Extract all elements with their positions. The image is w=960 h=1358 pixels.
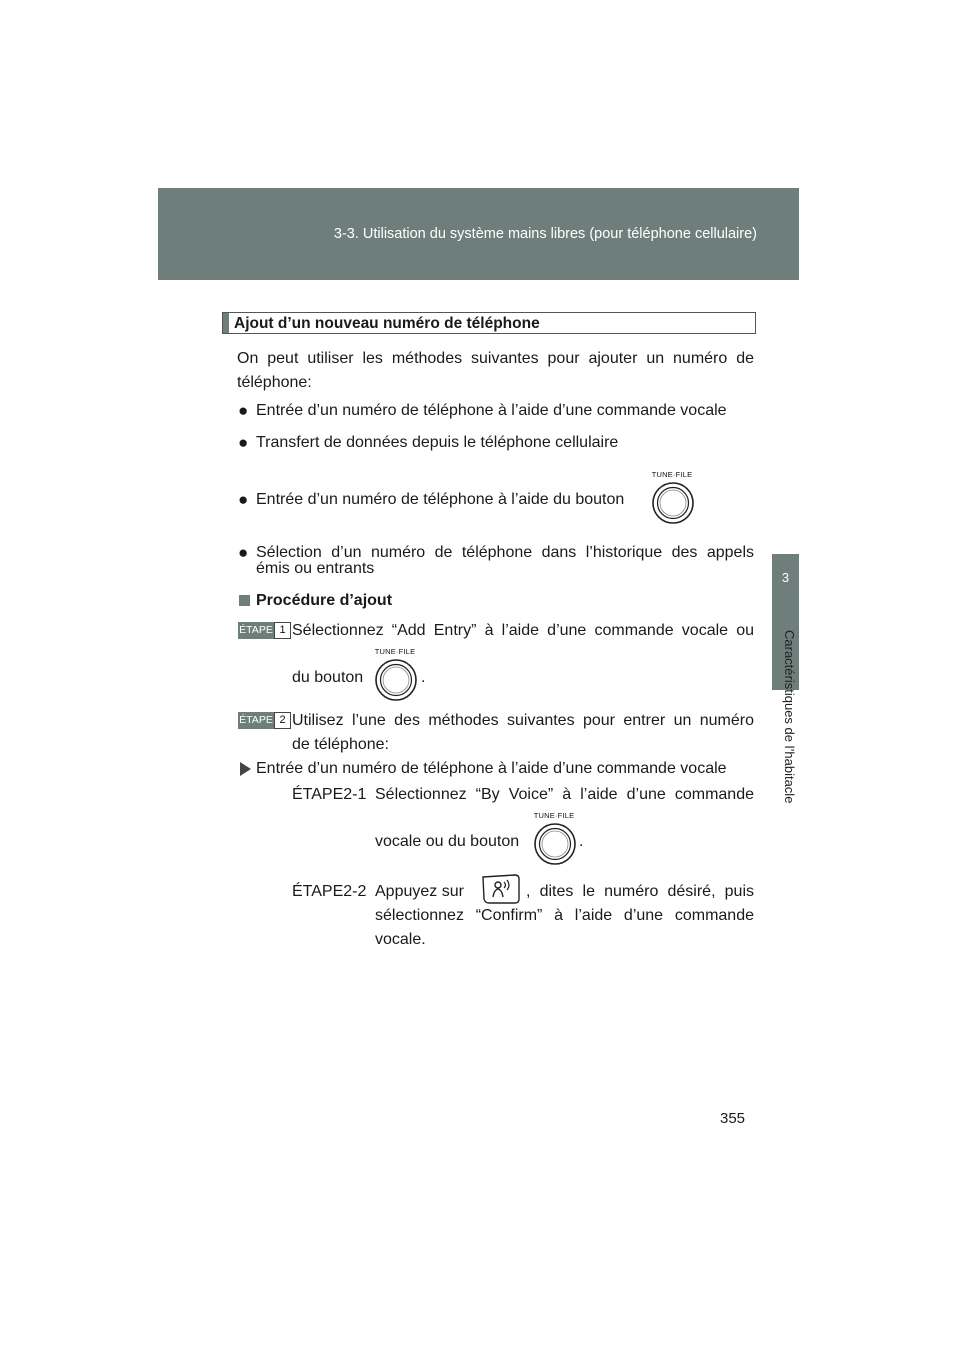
substep-1-line-2: vocale ou du bouton — [375, 833, 520, 850]
bullet-text-3: Entrée d’un numéro de téléphone à l’aide du bouton — [256, 491, 625, 508]
procedure-heading: Procédure d’ajout — [256, 592, 393, 609]
step-1-line-2: du bouton — [292, 669, 364, 686]
step-2-line-2: de téléphone: — [292, 736, 389, 753]
bullet-dot-1: ● — [238, 401, 249, 420]
chapter-header — [158, 188, 799, 280]
substep-2-line-2: sélectionnez “Confirm” à l’aide d’une commande — [375, 907, 754, 924]
section-title-bar — [223, 313, 229, 333]
bullet-text-1: Entrée d’un numéro de téléphone à l’aide d’une commande vocale — [256, 402, 727, 419]
talk-switch-icon — [479, 873, 523, 905]
step-1-line-1: Sélectionnez “Add Entry” à l’aide d’une commande vocale ou — [292, 622, 754, 639]
tune-file-knob-icon — [371, 647, 419, 705]
step-1-label: ÉTAPE — [238, 622, 274, 639]
section-title: Ajout d’un nouveau numéro de téléphone — [234, 315, 540, 332]
procedure-square-icon — [239, 595, 250, 606]
chapter-number: 3 — [781, 570, 790, 585]
knob-dial — [534, 823, 576, 865]
step-2-number: 2 — [274, 712, 291, 729]
step-1-badge — [238, 622, 290, 639]
page-number: 355 — [720, 1110, 746, 1127]
substep-1-line-1: Sélectionnez “By Voice” à l’aide d’une commande — [375, 786, 754, 803]
chapter-caption-text: Caractéristiques de l’habitacle — [782, 630, 797, 804]
intro-line-1: On peut utiliser les méthodes suivantes pour ajouter un numéro de — [237, 350, 754, 367]
knob-caption: TUNE·FILE — [651, 470, 693, 479]
chapter-title: 3-3. Utilisation du système mains libres (pour téléphone cellulaire) — [333, 226, 757, 242]
bullet-text-2: Transfert de données depuis le téléphone cellulaire — [256, 434, 619, 451]
method-arrow-icon — [240, 762, 251, 776]
method-title: Entrée d’un numéro de téléphone à l’aide d’une commande vocale — [256, 760, 727, 777]
intro-line-2: téléphone: — [237, 374, 312, 391]
step-1-period: . — [421, 669, 426, 686]
talk-switch-shape — [479, 873, 523, 905]
substep-2-label: ÉTAPE2-2 — [292, 883, 367, 900]
section-title-box — [222, 312, 756, 334]
bullet-dot-3: ● — [238, 490, 249, 509]
knob-caption: TUNE·FILE — [374, 647, 416, 656]
knob-dial — [375, 659, 417, 701]
substep-2-after: , dites le numéro désiré, puis — [526, 883, 754, 900]
substep-2-before: Appuyez sur — [375, 883, 464, 900]
bullet-dot-2: ● — [238, 433, 249, 452]
step-2-label: ÉTAPE — [238, 712, 274, 729]
bullet-text-4: Sélection d’un numéro de téléphone dans l’historique des appels — [256, 544, 754, 561]
knob-caption: TUNE·FILE — [533, 811, 575, 820]
chapter-caption — [782, 630, 796, 830]
knob-dial — [652, 482, 694, 524]
tune-file-knob-icon — [530, 811, 578, 869]
bullet-text-4b: émis ou entrants — [256, 560, 375, 577]
bullet-dot-4: ● — [238, 543, 249, 562]
substep-2-line-3: vocale. — [375, 931, 426, 948]
tune-file-knob-icon — [648, 470, 696, 528]
substep-1-label: ÉTAPE2-1 — [292, 786, 367, 803]
substep-1-period: . — [579, 833, 584, 850]
step-2-line-1: Utilisez l’une des méthodes suivantes pour entrer un numéro — [292, 712, 754, 729]
step-2-badge — [238, 712, 290, 729]
step-1-number: 1 — [274, 622, 291, 639]
